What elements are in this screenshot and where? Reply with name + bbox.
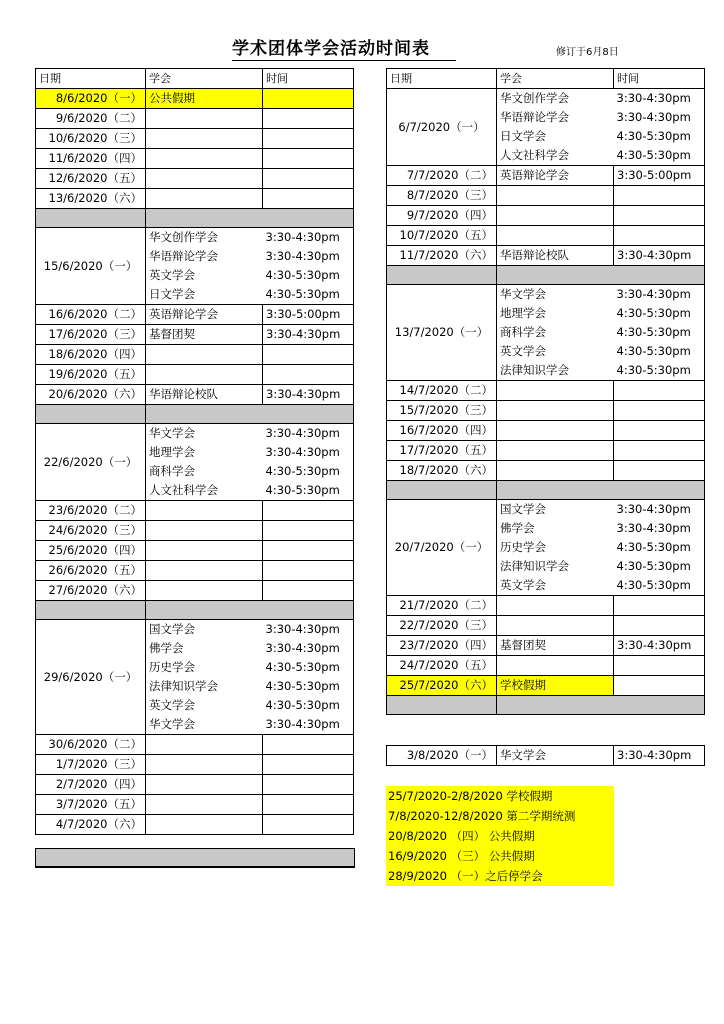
time-cell: 4:30-5:30pm [263,462,354,481]
society-cell: 英语辩论学会 [497,166,614,186]
society-cell: 地理学会 [497,304,614,323]
society-cell: 日文学会 [146,285,263,305]
society-cell [146,541,263,561]
time-cell [263,755,354,775]
separator-cell [146,601,354,620]
time-cell [614,461,705,481]
society-cell: 法律知识学会 [497,557,614,576]
society-cell: 英文学会 [146,266,263,285]
time-cell: 3:30-4:30pm [263,325,354,345]
table-row [387,441,705,461]
table-row [36,501,354,521]
time-cell [614,596,705,616]
table-row [387,246,705,266]
date-cell: 13/6/2020（六） [36,189,146,209]
time-cell [263,89,354,109]
time-cell: 4:30-5:30pm [614,146,705,166]
separator-row [387,696,705,715]
table-row [36,795,354,815]
date-cell: 19/6/2020（五） [36,365,146,385]
date-cell: 17/7/2020（五） [387,441,497,461]
separator-cell [497,481,705,500]
time-cell: 3:30-4:30pm [263,639,354,658]
society-cell: 历史学会 [497,538,614,557]
date-cell: 26/6/2020（五） [36,561,146,581]
schedule-table-june [35,68,354,835]
table-row [387,166,705,186]
table-row [36,521,354,541]
table-row [387,186,705,206]
time-cell [614,421,705,441]
time-cell [263,561,354,581]
date-cell: 24/6/2020（三） [36,521,146,541]
time-cell [263,189,354,209]
society-cell: 法律知识学会 [497,361,614,381]
time-cell [614,226,705,246]
society-cell [146,815,263,835]
page-title: 学术团体学会活动时间表 [232,38,456,61]
date-cell: 7/7/2020（二） [387,166,497,186]
time-cell [614,656,705,676]
date-cell: 17/6/2020（三） [36,325,146,345]
society-cell: 华语辩论校队 [146,385,263,405]
time-cell: 4:30-5:30pm [263,285,354,305]
separator-cell [36,209,146,228]
table-row [36,755,354,775]
table-row [387,89,705,109]
time-cell: 4:30-5:30pm [614,304,705,323]
note-line: 28/9/2020 （一）之后停学会 [388,869,543,883]
time-cell: 3:30-4:30pm [263,385,354,405]
date-cell: 22/7/2020（三） [387,616,497,636]
date-cell: 29/6/2020（一） [36,620,146,735]
table-row [36,129,354,149]
time-cell: 4:30-5:30pm [263,677,354,696]
society-cell: 英文学会 [146,696,263,715]
date-cell: 10/6/2020（三） [36,129,146,149]
date-cell: 4/7/2020（六） [36,815,146,835]
separator-cell [497,266,705,285]
society-cell [497,186,614,206]
society-cell [146,109,263,129]
society-cell: 华文学会 [497,285,614,305]
society-cell [146,735,263,755]
society-cell: 历史学会 [146,658,263,677]
time-cell: 3:30-4:30pm [614,89,705,109]
date-cell: 23/7/2020（四） [387,636,497,656]
table-row [36,581,354,601]
society-cell: 国文学会 [146,620,263,640]
separator-row [387,266,705,285]
time-cell: 3:30-4:30pm [263,443,354,462]
time-cell: 4:30-5:30pm [614,576,705,596]
time-cell: 3:30-4:30pm [614,636,705,656]
table-row [36,305,354,325]
header-society: 学会 [497,69,614,89]
separator-cell [146,405,354,424]
society-cell [146,129,263,149]
date-cell: 9/6/2020（二） [36,109,146,129]
note-line: 20/8/2020 （四） 公共假期 [388,829,535,843]
time-cell [263,521,354,541]
society-cell: 佛学会 [497,519,614,538]
date-cell: 20/6/2020（六） [36,385,146,405]
note-line: 7/8/2020-12/8/2020 第二学期统测 [388,809,576,823]
date-cell: 8/7/2020（三） [387,186,497,206]
society-cell: 日文学会 [497,127,614,146]
society-cell [146,795,263,815]
time-cell: 3:30-5:00pm [263,305,354,325]
date-cell: 1/7/2020（三） [36,755,146,775]
society-cell [146,581,263,601]
date-cell: 3/8/2020（一） [387,746,497,766]
society-cell [497,401,614,421]
society-cell: 法律知识学会 [146,677,263,696]
separator-row [36,601,354,620]
separator-row [35,848,355,868]
time-cell [263,581,354,601]
separator-row [36,209,354,228]
time-cell: 3:30-4:30pm [263,424,354,444]
table-row [387,616,705,636]
time-cell [263,735,354,755]
date-cell: 21/7/2020（二） [387,596,497,616]
society-cell: 华语辩论学会 [497,108,614,127]
society-cell [146,189,263,209]
society-cell [497,616,614,636]
time-cell: 3:30-4:30pm [614,500,705,520]
table-row [387,746,705,766]
time-cell [263,169,354,189]
time-cell: 3:30-4:30pm [614,519,705,538]
time-cell: 4:30-5:30pm [614,127,705,146]
date-cell: 27/6/2020（六） [36,581,146,601]
table-row [36,541,354,561]
note-line: 25/7/2020-2/8/2020 学校假期 [388,789,553,803]
time-cell: 4:30-5:30pm [263,696,354,715]
date-cell: 15/6/2020（一） [36,228,146,305]
society-cell [497,421,614,441]
revision-note: 修订于6月8日 [556,47,619,58]
society-cell [146,521,263,541]
separator-cell [387,696,497,715]
date-cell: 3/7/2020（五） [36,795,146,815]
society-cell: 国文学会 [497,500,614,520]
date-cell: 30/6/2020（二） [36,735,146,755]
society-cell: 佛学会 [146,639,263,658]
time-cell [614,676,705,696]
time-cell: 3:30-4:30pm [263,715,354,735]
schedule-table-august [386,745,705,766]
time-cell: 3:30-5:00pm [614,166,705,186]
header-time: 时间 [614,69,705,89]
time-cell [614,206,705,226]
header-society: 学会 [146,69,263,89]
table-row [387,285,705,305]
table-row [387,676,705,696]
society-cell: 商科学会 [146,462,263,481]
time-cell: 4:30-5:30pm [614,557,705,576]
table-row [387,421,705,441]
society-cell [146,345,263,365]
table-row [387,401,705,421]
table-row [387,461,705,481]
date-cell: 18/7/2020（六） [387,461,497,481]
separator-cell [36,601,146,620]
table-row [36,109,354,129]
separator-cell [36,405,146,424]
society-cell: 英语辩论学会 [146,305,263,325]
table-row [36,325,354,345]
society-cell [146,149,263,169]
time-cell: 3:30-4:30pm [614,285,705,305]
separator-cell [387,266,497,285]
time-cell: 4:30-5:30pm [614,323,705,342]
time-cell [263,815,354,835]
date-cell: 13/7/2020（一） [387,285,497,381]
separator-row [36,405,354,424]
date-cell: 25/6/2020（四） [36,541,146,561]
table-row [387,656,705,676]
society-cell: 人文社科学会 [146,481,263,501]
date-cell: 16/7/2020（四） [387,421,497,441]
note-line: 16/9/2020 （三） 公共假期 [388,849,535,863]
time-cell: 3:30-4:30pm [263,620,354,640]
time-cell [263,129,354,149]
society-cell [146,561,263,581]
table-row [36,775,354,795]
time-cell: 4:30-5:30pm [263,266,354,285]
time-cell [263,365,354,385]
table-row [387,596,705,616]
society-cell [497,596,614,616]
society-cell: 英文学会 [497,342,614,361]
table-row [387,226,705,246]
society-cell: 地理学会 [146,443,263,462]
table-row [36,424,354,444]
table-row [387,381,705,401]
header-time: 时间 [263,69,354,89]
time-cell: 3:30-4:30pm [614,246,705,266]
table-row [387,206,705,226]
date-cell: 24/7/2020（五） [387,656,497,676]
time-cell [263,541,354,561]
society-cell [146,501,263,521]
table-row [36,385,354,405]
time-cell [614,401,705,421]
table-row [36,365,354,385]
time-cell [614,616,705,636]
table-row [36,561,354,581]
time-cell: 3:30-4:30pm [263,228,354,248]
society-cell [497,206,614,226]
society-cell: 公共假期 [146,89,263,109]
society-cell [497,441,614,461]
society-cell: 华文学会 [497,746,614,766]
table-row [36,815,354,835]
society-cell: 华语辩论学会 [146,247,263,266]
table-row [36,228,354,248]
society-cell [146,775,263,795]
society-cell [146,169,263,189]
society-cell [497,656,614,676]
time-cell [614,186,705,206]
header-date: 日期 [36,69,146,89]
date-cell: 2/7/2020（四） [36,775,146,795]
society-cell [497,381,614,401]
society-cell: 华语辩论校队 [497,246,614,266]
time-cell [614,381,705,401]
date-cell: 14/7/2020（二） [387,381,497,401]
society-cell: 华文创作学会 [146,228,263,248]
society-cell [497,461,614,481]
time-cell [263,345,354,365]
table-row [36,735,354,755]
society-cell [146,755,263,775]
time-cell [263,109,354,129]
time-cell: 4:30-5:30pm [263,481,354,501]
time-cell: 4:30-5:30pm [614,342,705,361]
society-cell: 英文学会 [497,576,614,596]
time-cell [263,775,354,795]
separator-row [387,481,705,500]
date-cell: 23/6/2020（二） [36,501,146,521]
society-cell: 人文社科学会 [497,146,614,166]
date-cell: 22/6/2020（一） [36,424,146,501]
society-cell: 学校假期 [497,676,614,696]
time-cell [263,795,354,815]
table-row [36,149,354,169]
time-cell: 3:30-4:30pm [614,108,705,127]
society-cell: 基督团契 [146,325,263,345]
schedule-table-july [386,68,705,715]
society-cell: 华文学会 [146,715,263,735]
society-cell: 华文创作学会 [497,89,614,109]
time-cell [263,501,354,521]
date-cell: 25/7/2020（六） [387,676,497,696]
table-row [36,620,354,640]
table-row [36,189,354,209]
time-cell: 4:30-5:30pm [263,658,354,677]
date-cell: 11/7/2020（六） [387,246,497,266]
date-cell: 8/6/2020（一） [36,89,146,109]
society-cell: 华文学会 [146,424,263,444]
separator-cell [497,696,705,715]
time-cell: 4:30-5:30pm [614,361,705,381]
time-cell [263,149,354,169]
society-cell [146,365,263,385]
date-cell: 20/7/2020（一） [387,500,497,596]
date-cell: 15/7/2020（三） [387,401,497,421]
time-cell: 3:30-4:30pm [263,247,354,266]
date-cell: 10/7/2020（五） [387,226,497,246]
date-cell: 6/7/2020（一） [387,89,497,166]
time-cell: 3:30-4:30pm [614,746,705,766]
separator-cell [387,481,497,500]
table-row [387,500,705,520]
time-cell: 4:30-5:30pm [614,538,705,557]
society-cell: 商科学会 [497,323,614,342]
date-cell: 12/6/2020（五） [36,169,146,189]
table-row [36,89,354,109]
table-row [387,636,705,656]
date-cell: 16/6/2020（二） [36,305,146,325]
table-row [36,345,354,365]
header-date: 日期 [387,69,497,89]
date-cell: 11/6/2020（四） [36,149,146,169]
date-cell: 9/7/2020（四） [387,206,497,226]
table-row [36,169,354,189]
society-cell: 基督团契 [497,636,614,656]
society-cell [497,226,614,246]
date-cell: 18/6/2020（四） [36,345,146,365]
holiday-notes [386,786,614,886]
time-cell [614,441,705,461]
separator-cell [146,209,354,228]
